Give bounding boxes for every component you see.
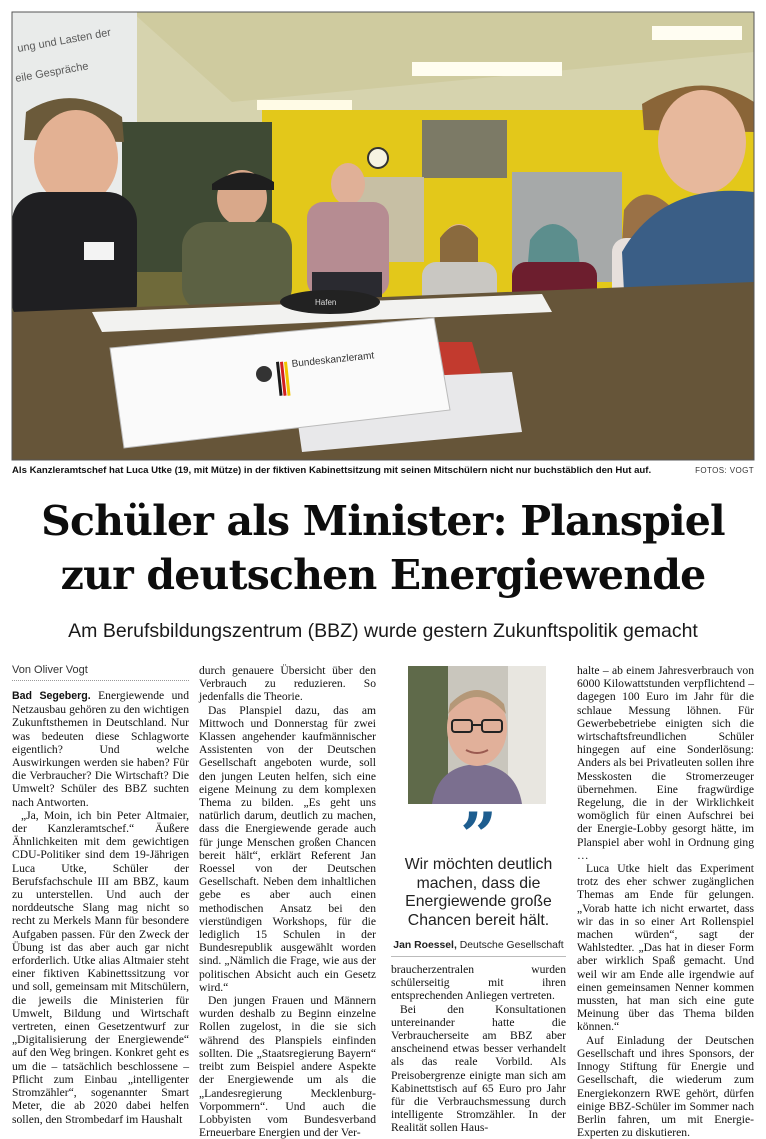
classroom-photo-illustration (12, 12, 754, 460)
portrait-photo (408, 666, 546, 804)
quote-text: Wir möchten deutlich machen, dass die Energiewende große Chancen bereit hält. (404, 856, 553, 929)
headline (12, 494, 754, 602)
board-text: ung und Lasten der (16, 26, 112, 55)
quote-author-org: Deutsche Gesellschaft (459, 940, 564, 951)
headline-line-1: Schüler als Minister: Planspiel (41, 497, 725, 545)
paragraph: Bad Segeberg. Energiewende und Netzausbau gehören zu den wichtigen Zukunftsthemen in Deutschland. Nur was bedeuten diese Schlagworte eigentlich? Und welche Auswirkungen werden sie haben? Für die Verbraucher? Die Wirtschaft? Die Umwelt? Schüler des BBZ suchten nach Antworten. (12, 689, 189, 809)
student-front-left (12, 98, 137, 332)
paragraph: Luca Utke hielt das Experiment trotz des eher schwer zugänglichen Themas am Ende für gelungen. „Vorab hatte ich nicht erwartet, dass wir das in so einer Art Rollenspiel machen würden“, sagt der Wahlstedter. „Das hat in dieser Form aber wirklich Spaß gemacht. Und weil wir am Ende alle irgendwie auf einen gemeinsamen Nenner kommen mussten, hat man sich eine gute Meinung über das Thema bilden können.“ (577, 862, 754, 1034)
dateline: Bad Segeberg. (12, 690, 91, 702)
headline-line-2: zur deutschen Energiewende (60, 551, 706, 599)
wall-clock (368, 148, 388, 168)
paragraph: Das Planspiel dazu, das am Mittwoch und Donnerstag für zwei Klassen angehender kaufmännischer Assistenten von der Deutschen Gesellschaft angeboten wurde, soll den jungen Leuten helfen, sich eine eigene Meinung zu dem komplexen Thema zu bilden. „Es geht uns natürlich darum, deutlich zu machen, dass die Energiewende gerade auch für junge Menschen großen Chancen bereit hält“, erklärt Referent Jan Roessel von der Deutschen Gesellschaft. Neben dem inhaltlichen gebe es aber auch einen methodischen Ansatz bei den vierstündigen Workshops, für die lediglich 15 Schulen in der Bundesrepublik ausgewählt worden sind. „Nämlich die Frage, wie aus der politischen Absicht auch ein Gesetz wird.“ (199, 703, 376, 994)
portrait-illustration (408, 666, 546, 804)
ceiling-lamp (412, 62, 562, 76)
paragraph: Auf Einladung der Deutschen Gesellschaft und ihres Sponsors, der Innogy Stiftung für Energie und Gesellschaft, die wiederum zum Energiekonzern RWE gehört, dürfen einige BBZ-Schüler im Sommer nach Berlin fahren, um mit Energie-Experten zu diskutieren. (577, 1033, 754, 1139)
article-column-4 (577, 664, 754, 1139)
paragraph: „Ja, Moin, ich bin Peter Altmaier, der Kanzleramtschef.“ Äußere Ähnlichkeiten mit dem gewichtigen CDU-Politiker sind dem 19-Jährigen Luca Utke, Schüler der Berufsfachschule III am BBZ, kaum zu unterstellen. Und auch der norddeutsche Slang mag nicht so recht zu Merkels Mann für besondere Aufgaben passen. Für den Zweck der Übung ist das aber auch gar nicht erforderlich. Utke alias Altmaier steht einer fiktiven Kabinettssitzung vor und soll, gemeinsam mit Mitschülern, die jeweils die Ministerien für Umwelt, Bildung und Wirtschaft vertreten, einen Gesetzentwurf zur „Digitalisierung der Energiewende“ auf den Weg bringen. Konkret geht es um die – tatsächlich beschlossene – Pflicht zum Einbau „intelligenter Stromzähler“, sogenannter Smart Meter, die ab 2020 dabei helfen sollen, den Strombedarf im Haushalt (12, 808, 189, 1126)
photo-credit: FOTOS: VOGT (695, 466, 754, 475)
board-text: eile Gespräche (14, 60, 90, 85)
ceiling-lamp (257, 100, 352, 110)
subheadline: Am Berufsbildungszentrum (BBZ) wurde gestern Zukunftspolitik gemacht (68, 620, 698, 642)
paragraph: Bei den Konsultationen untereinander hatte die Verbraucherseite am BBZ aber anscheinend etwas besser verhandelt als das reale Vorbild. Als Preisobergrenze einigte man sich am Kabinettstisch auf 65 Euro pro Jahr für die Verbrauchsmessung durch intelligente Stromzähler. In der Realität sollen Haus- (391, 1002, 566, 1135)
byline: Von Oliver Vogt (12, 664, 189, 681)
svg-text:Hafen: Hafen (315, 298, 337, 307)
quote-mark-icon: ” (460, 799, 497, 874)
wall-window (422, 120, 507, 178)
article-column-3 (391, 963, 566, 1135)
quote-author-name: Jan Roessel, (393, 940, 457, 951)
paragraph: Den jungen Frauen und Männern wurden deshalb zu Beginn einzelne Rollen zugelost, in die sie sich während des Planspiels einfinden sollten. Die „Staatsregierung Bayern“ treibt zum Beispiel andere Aspekte der Energiewende um als die „Landesregierung Mecklenburg-Vorpommern“. Und auch die Lobbyisten vom Bundesverband Erneuerbare Energien und der Ver- (199, 994, 376, 1139)
pull-quote-box (391, 664, 566, 960)
quote-author (391, 940, 566, 951)
paragraph: durch genauere Übersicht über den Verbrauch zu reduzieren. So jedenfalls die Theorie. (199, 664, 376, 704)
eagle-icon (256, 366, 272, 382)
article-photo (12, 12, 754, 460)
article-column-1 (12, 664, 189, 1126)
paragraph: braucherzentralen wurden schülerseitig mit ihren entsprechenden Anliegen vertreten. (391, 963, 566, 1003)
svg-text:Bundeskanzleramt: Bundeskanzleramt (291, 350, 375, 370)
paragraph: halte – ab einem Jahresverbrauch von 6000 Kilowattstunden verpflichtend – dagegen 100 Euro im Jahr für die schlaue Messung löhnen. Für Gewerbebetriebe einigten sich die wirtschaftsfreundlichen Schüler hingegen auf eine Sonderlösung: Anders als bei Privatleuten sollen ihre Messkosten die Stromerzeuger übernehmen. Eine fragwürdige Regelung, die in der Wirklichkeit womöglich für einen Aufschrei bei der Energie-Lobby gesorgt hätte, im Planspiel aber wohl in Ordnung ging … (577, 664, 754, 862)
photo-caption (12, 465, 754, 479)
ceiling-lamp (652, 26, 742, 40)
quote-divider (391, 956, 566, 957)
article-column-2 (199, 664, 376, 1139)
caption-text: Als Kanzleramtschef hat Luca Utke (19, mit Mütze) in der fiktiven Kabinettsitzung mit seinen Mitschülern nicht nur buchstäblich den Hut auf. (12, 465, 652, 476)
